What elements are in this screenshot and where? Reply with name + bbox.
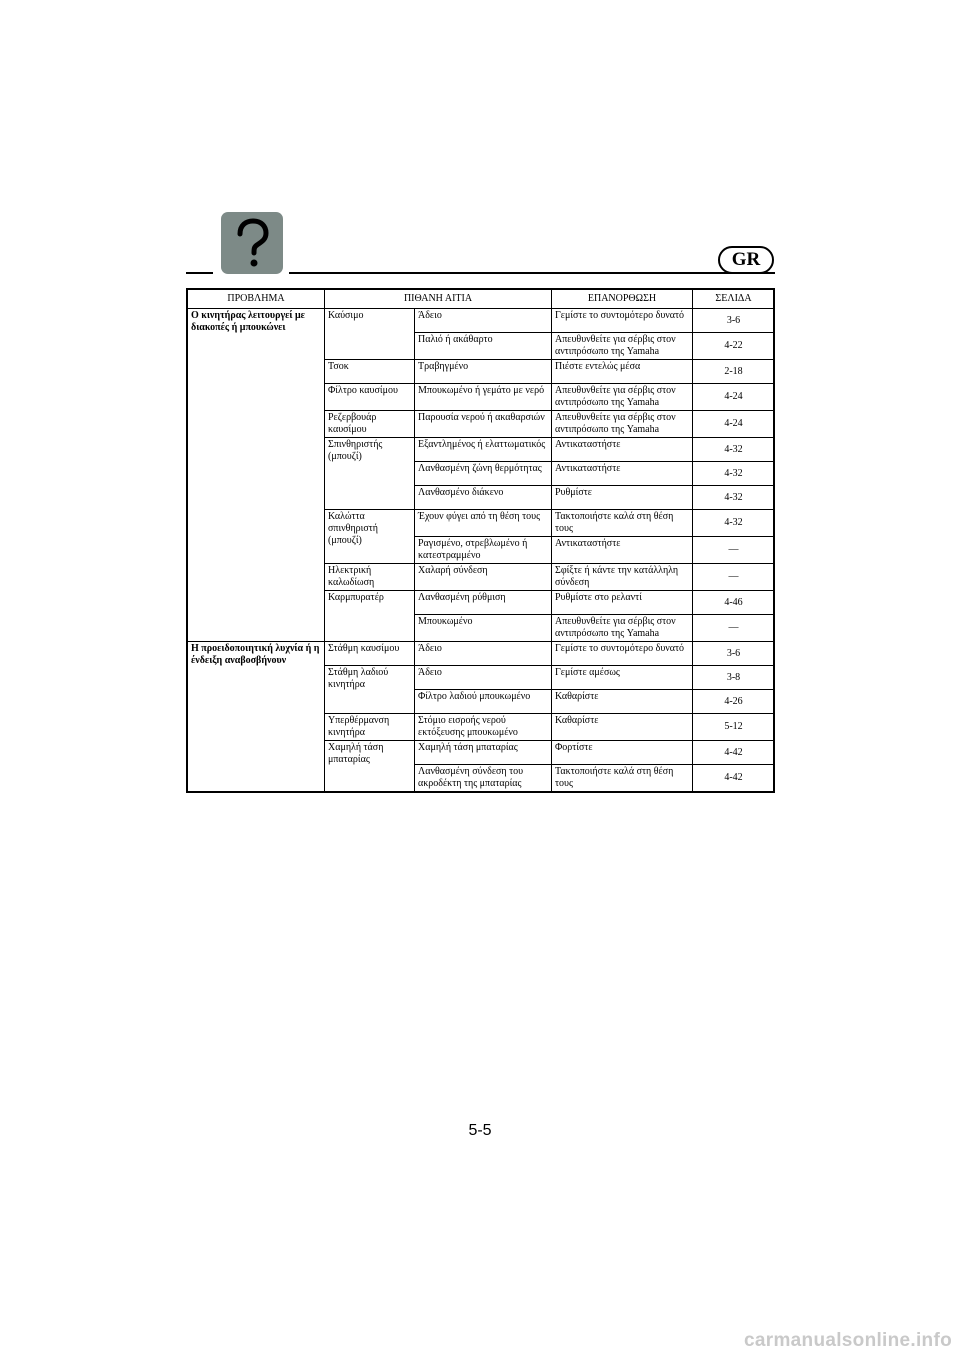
cause-cell: Στόμιο εισροής νερού εκτόξευσης μπουκωμένο bbox=[415, 714, 552, 741]
cause-cell: Λανθασμένη ρύθμιση bbox=[415, 591, 552, 615]
header-rule-right bbox=[289, 272, 775, 274]
component-cell: Υπερθέρμανση κινητήρα bbox=[325, 714, 415, 741]
cause-cell: Φίλτρο λαδιού μπουκωμένο bbox=[415, 690, 552, 714]
component-cell: Καύσιμο bbox=[325, 309, 415, 360]
component-cell: Τσοκ bbox=[325, 360, 415, 384]
remedy-cell: Φορτίστε bbox=[552, 741, 693, 765]
remedy-cell: Ρυθμίστε στο ρελαντί bbox=[552, 591, 693, 615]
component-cell: Στάθμη καυσίμου bbox=[325, 642, 415, 666]
remedy-cell: Απευθυνθείτε για σέρβις στον αντιπρόσωπο της Yamaha bbox=[552, 615, 693, 642]
component-cell: Ηλεκτρική καλωδίωση bbox=[325, 564, 415, 591]
table-body bbox=[188, 309, 775, 792]
component-cell: Ρεζερβουάρ καυσίμου bbox=[325, 411, 415, 438]
cause-cell: Λανθασμένο διάκενο bbox=[415, 486, 552, 510]
component-cell: Σπινθηριστής (μπουζί) bbox=[325, 438, 415, 510]
remedy-cell: Απευθυνθείτε για σέρβις στον αντιπρόσωπο της Yamaha bbox=[552, 333, 693, 360]
page-cell: 4-42 bbox=[693, 765, 775, 792]
cause-cell: Άδειο bbox=[415, 309, 552, 333]
remedy-cell: Τακτοποιήστε καλά στη θέση τους bbox=[552, 510, 693, 537]
page-cell: 4-32 bbox=[693, 462, 775, 486]
page-cell: 4-26 bbox=[693, 690, 775, 714]
component-cell: Καλώττα σπινθηριστή (μπουζί) bbox=[325, 510, 415, 564]
cause-cell: Χαμηλή τάση μπαταρίας bbox=[415, 741, 552, 765]
question-mark-icon bbox=[221, 212, 283, 274]
cause-cell: Λανθασμένη ζώνη θερμότητας bbox=[415, 462, 552, 486]
page-cell: 4-46 bbox=[693, 591, 775, 615]
component-cell: Στάθμη λαδιού κινητήρα bbox=[325, 666, 415, 714]
component-cell: Χαμηλή τάση μπαταρίας bbox=[325, 741, 415, 792]
page-cell: — bbox=[693, 537, 775, 564]
cause-cell: Λανθασμένη σύνδεση του ακροδέκτη της μπαταρίας bbox=[415, 765, 552, 792]
header-remedy: ΕΠΑΝΟΡΘΩΣΗ bbox=[552, 290, 693, 309]
table-row bbox=[188, 309, 775, 333]
remedy-cell: Πιέστε εντελώς μέσα bbox=[552, 360, 693, 384]
remedy-cell: Απευθυνθείτε για σέρβις στον αντιπρόσωπο της Yamaha bbox=[552, 384, 693, 411]
page-cell: — bbox=[693, 564, 775, 591]
cause-cell: Εξαντλημένος ή ελαττωματικός bbox=[415, 438, 552, 462]
page-cell: 4-32 bbox=[693, 486, 775, 510]
page-cell: 3-6 bbox=[693, 642, 775, 666]
cause-cell: Ραγισμένο, στρεβλωμένο ή κατεστραμμένο bbox=[415, 537, 552, 564]
cause-cell: Άδειο bbox=[415, 642, 552, 666]
remedy-cell: Σφίξτε ή κάντε την κατάλληλη σύνδεση bbox=[552, 564, 693, 591]
language-badge: GR bbox=[718, 246, 774, 274]
remedy-cell: Αντικαταστήστε bbox=[552, 462, 693, 486]
cause-cell: Τραβηγμένο bbox=[415, 360, 552, 384]
page-cell: 5-12 bbox=[693, 714, 775, 741]
watermark: carmanualsonline.info bbox=[744, 1330, 952, 1351]
remedy-cell: Αντικαταστήστε bbox=[552, 438, 693, 462]
page-cell: 4-42 bbox=[693, 741, 775, 765]
page-cell: — bbox=[693, 615, 775, 642]
page-cell: 3-6 bbox=[693, 309, 775, 333]
cause-cell: Χαλαρή σύνδεση bbox=[415, 564, 552, 591]
remedy-cell: Καθαρίστε bbox=[552, 690, 693, 714]
page-cell: 4-24 bbox=[693, 384, 775, 411]
cause-cell: Παρουσία νερού ή ακαθαρσιών bbox=[415, 411, 552, 438]
header-page: ΣΕΛΙΔΑ bbox=[693, 290, 775, 309]
remedy-cell: Απευθυνθείτε για σέρβις στον αντιπρόσωπο της Yamaha bbox=[552, 411, 693, 438]
page-cell: 4-24 bbox=[693, 411, 775, 438]
cause-cell: Μπουκωμένο bbox=[415, 615, 552, 642]
page-cell: 2-18 bbox=[693, 360, 775, 384]
cause-cell: Άδειο bbox=[415, 666, 552, 690]
remedy-cell: Τακτοποιήστε καλά στη θέση τους bbox=[552, 765, 693, 792]
problem-cell: Ο κινητήρας λειτουργεί με διακοπές ή μπουκώνει bbox=[188, 309, 325, 642]
table-header-row bbox=[188, 290, 775, 309]
page-cell: 4-32 bbox=[693, 510, 775, 537]
page-cell: 3-8 bbox=[693, 666, 775, 690]
remedy-cell: Γεμίστε το συντομότερο δυνατό bbox=[552, 642, 693, 666]
header-problem: ΠΡΟΒΛΗΜΑ bbox=[188, 290, 325, 309]
header-cause: ΠΙΘΑΝΗ ΑΙΤΙΑ bbox=[325, 290, 552, 309]
component-cell: Φίλτρο καυσίμου bbox=[325, 384, 415, 411]
cause-cell: Μπουκωμένο ή γεμάτο με νερό bbox=[415, 384, 552, 411]
table-row bbox=[188, 642, 775, 666]
remedy-cell: Αντικαταστήστε bbox=[552, 537, 693, 564]
problem-cell: Η προειδοποιητική λυχνία ή η ένδειξη αναβοσβήνουν bbox=[188, 642, 325, 792]
page-cell: 4-32 bbox=[693, 438, 775, 462]
remedy-cell: Καθαρίστε bbox=[552, 714, 693, 741]
page-cell: 4-22 bbox=[693, 333, 775, 360]
remedy-cell: Γεμίστε αμέσως bbox=[552, 666, 693, 690]
component-cell: Καρμπυρατέρ bbox=[325, 591, 415, 642]
remedy-cell: Ρυθμίστε bbox=[552, 486, 693, 510]
header-rule-left bbox=[186, 272, 213, 274]
cause-cell: Παλιό ή ακάθαρτο bbox=[415, 333, 552, 360]
troubleshooting-table bbox=[187, 289, 775, 792]
remedy-cell: Γεμίστε το συντομότερο δυνατό bbox=[552, 309, 693, 333]
cause-cell: Έχουν φύγει από τη θέση τους bbox=[415, 510, 552, 537]
page-number: 5-5 bbox=[468, 1122, 492, 1139]
